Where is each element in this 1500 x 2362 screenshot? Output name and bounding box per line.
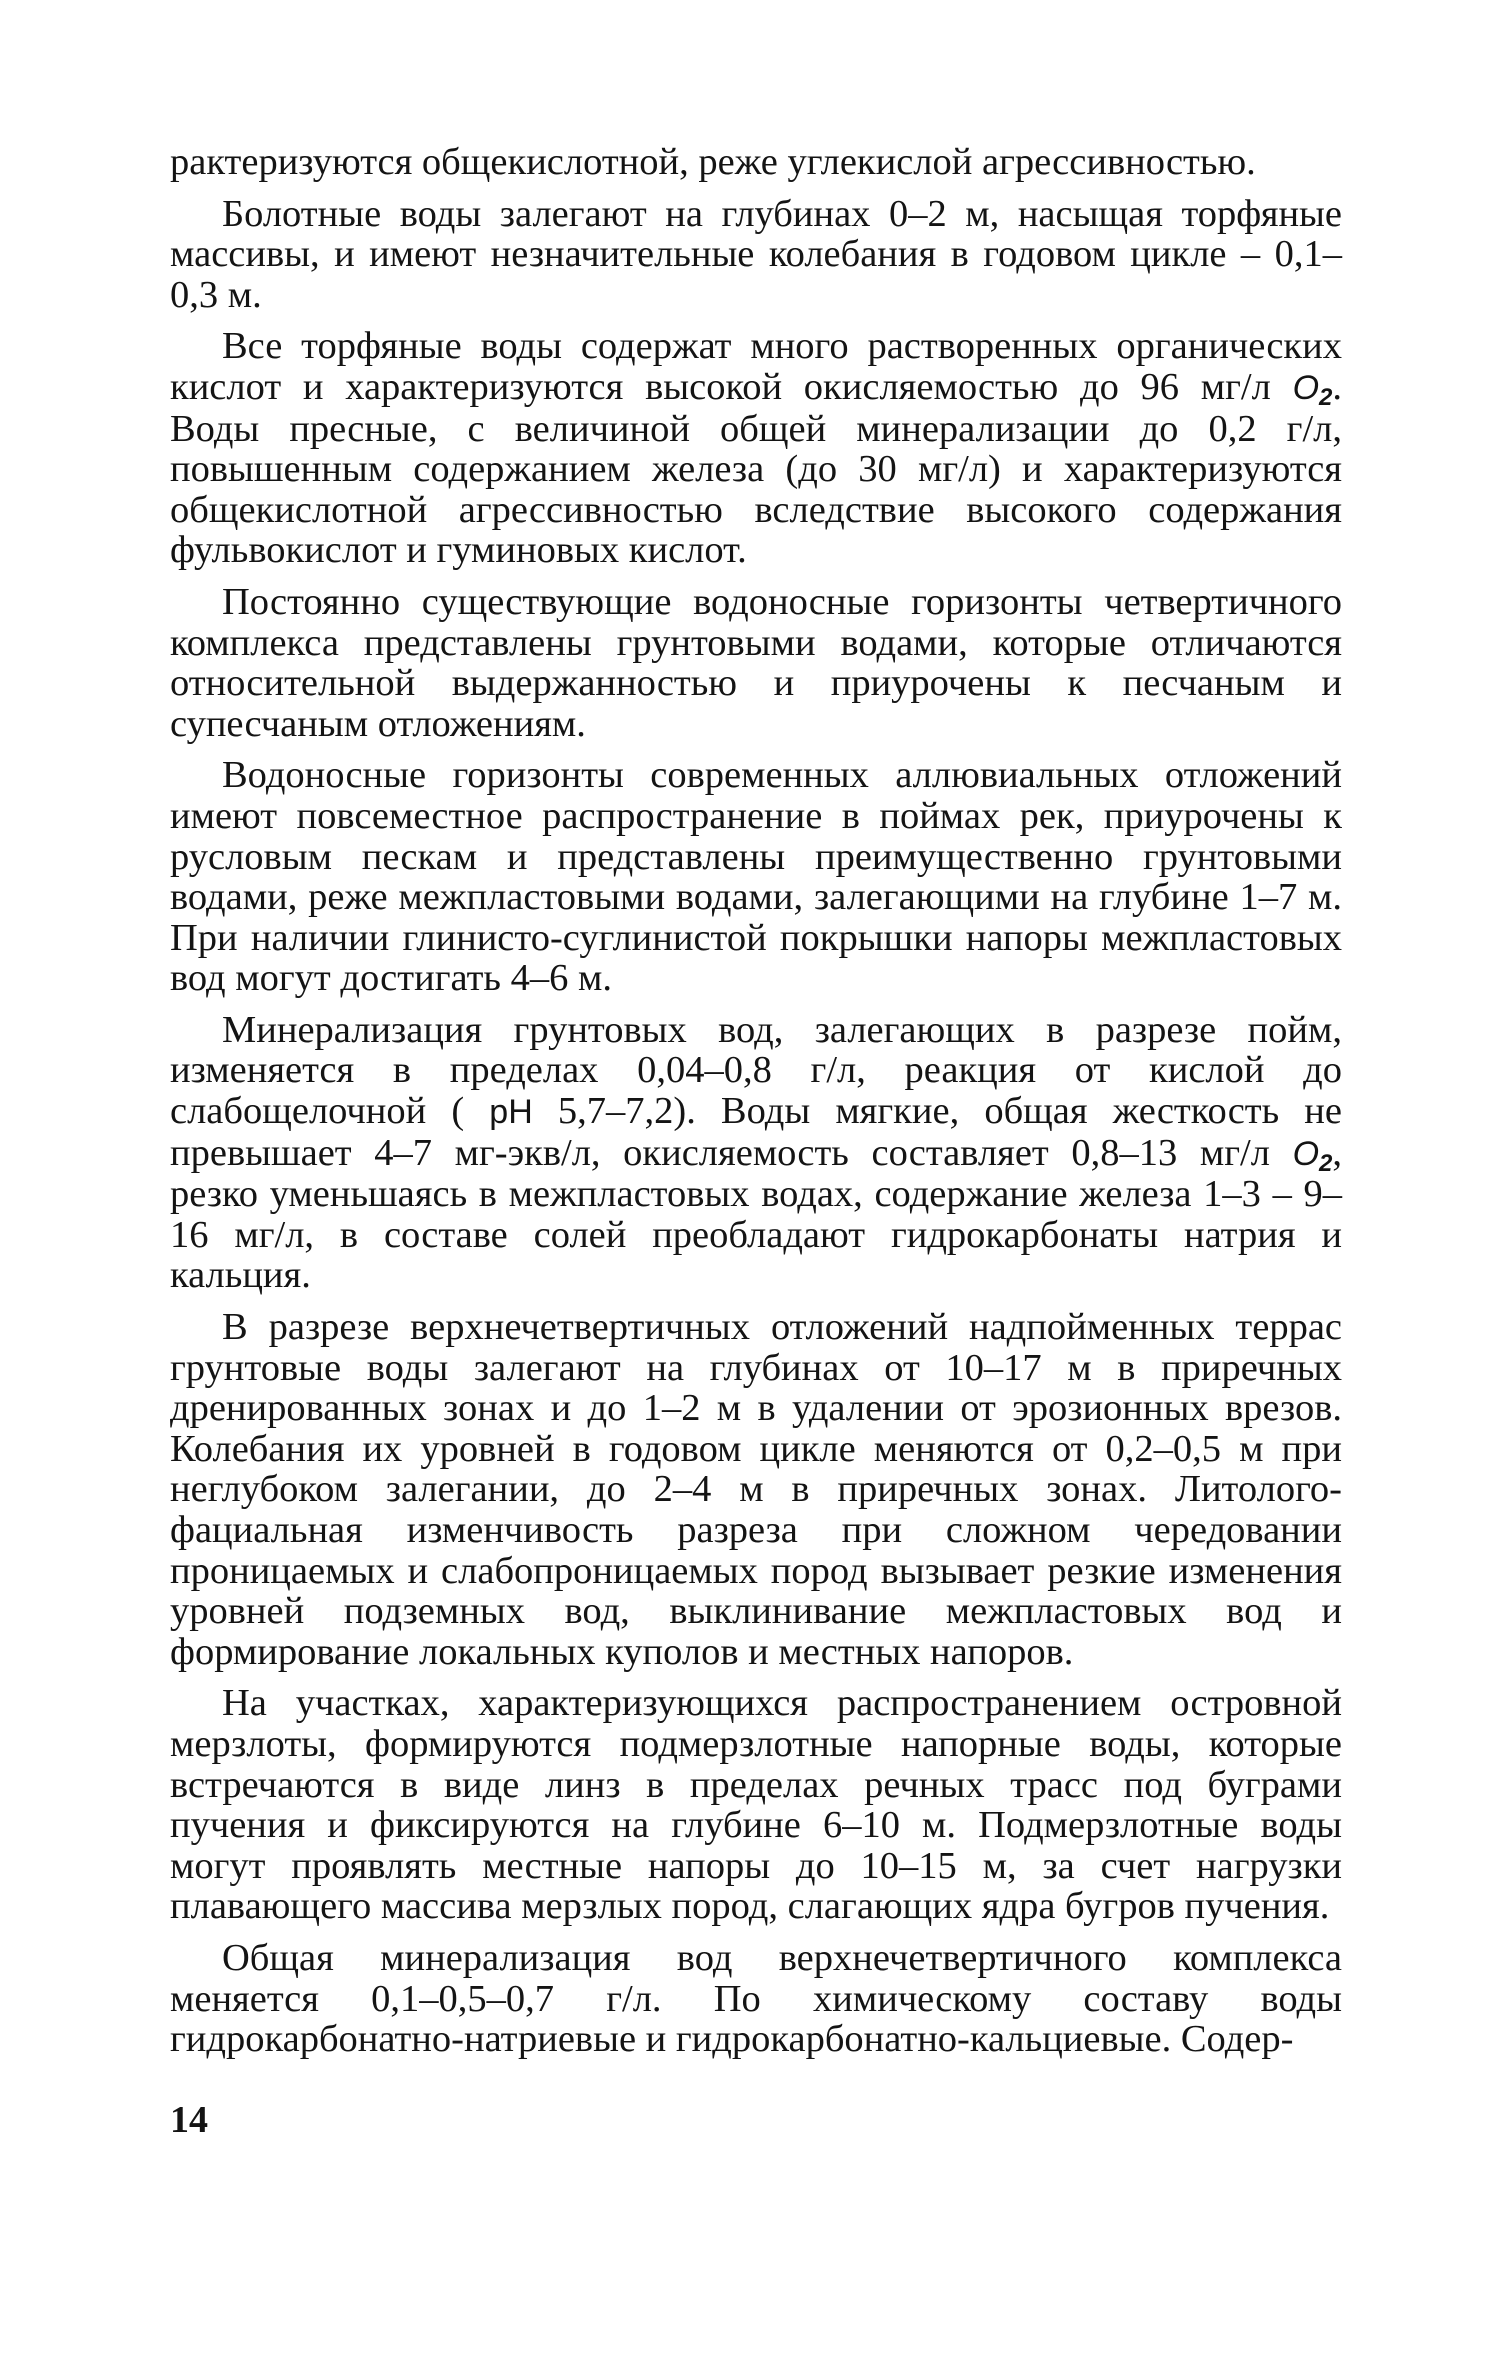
body-text [170, 142, 1342, 2071]
chem-subscript: 2 [1319, 383, 1333, 411]
paragraph-4 [170, 582, 1342, 744]
oxygen-formula [1292, 1134, 1333, 1177]
paragraph-text: . Воды пресные, с величиной общей минерализации до 0,2 г/л, повышенным содержанием железа (до 30 мг/л) и характеризуются общекислотной агрессивностью вследствие высокого содержания фульвокислот и гуминовых кислот. [170, 365, 1342, 572]
paragraph-text: Болотные воды залегают на глубинах 0–2 м, насыщая торфяные массивы, и имеют незначительные колебания в годовом цикле – 0,1–0,3 м. [170, 192, 1342, 316]
paragraph-9 [170, 1938, 1342, 2060]
chem-symbol: O [1292, 1134, 1320, 1173]
paragraph-text: рактеризуются общекислотной, реже углекислой агрессивностью. [170, 141, 1256, 183]
paragraph-2 [170, 194, 1342, 316]
paragraph-1 [170, 142, 1342, 183]
paragraph-text: Все торфяные воды содержат много растворенных органических кислот и характеризуются высокой окисляемостью до 96 мг/л [170, 325, 1342, 408]
chem-subscript: 2 [1319, 1149, 1333, 1177]
paragraph-5 [170, 755, 1342, 999]
paragraph-text: В разрезе верхнечетвертичных отложений надпойменных террас грунтовые воды залегают на глубинах от 10–17 м в приречных дренированных зонах и до 1–2 м в удалении от эрозионных врезов. Колебания их уровней в годовом цикле меняются от 0,2–0,5 м при неглубоком залегании, до 2–4 м в приречных зонах. Литолого-фациальная изменчивость разреза при сложном чередовании проницаемых и слабопроницаемых пород вызывает резкие изменения уровней подземных вод, выклинивание межпластовых вод и формирование локальных куполов и местных напоров. [170, 1306, 1342, 1673]
paragraph-6 [170, 1010, 1342, 1296]
paragraph-text: Постоянно существующие водоносные горизонты четвертичного комплекса представлены грунтовыми водами, которые отличаются относительной выдержанностью и приурочены к песчаным и супесчаным отложениям. [170, 580, 1342, 745]
paragraph-text: На участках, характеризующихся распространением островной мерзлоты, формируются подмерзлотные напорные воды, которые встречаются в виде линз в пределах речных трасс под буграми пучения и фиксируются на глубине 6–10 м. Подмерзлотные воды могут проявлять местные напоры до 10–15 м, за счет нагрузки плавающего массива мерзлых пород, слагающих ядра бугров пучения. [170, 1682, 1342, 1928]
paragraph-3 [170, 326, 1342, 571]
paragraph-text: Водоносные горизонты современных аллювиальных отложений имеют повсеместное распространение в поймах рек, приурочены к русловым пескам и представлены преимущественно грунтовыми водами, реже межпластовыми водами, залегающими на глубине 1–7 м. При наличии глинисто-суглинистой покрышки напоры межпластовых вод могут достигать 4–6 м. [170, 754, 1342, 1000]
paragraph-text: , резко уменьшаясь в межпластовых водах, содержание железа 1–3 – 9–16 мг/л, в составе солей преобладают гидрокарбонаты натрия и кальция. [170, 1131, 1342, 1297]
paragraph-text: Общая минерализация вод верхнечетвертичного комплекса меняется 0,1–0,5–0,7 г/л. По химическому составу воды гидрокарбонатно-натриевые и гидрокарбонатно-кальциевые. Содер- [170, 1936, 1342, 2061]
ph-label: pH [489, 1093, 533, 1132]
paragraph-7 [170, 1307, 1342, 1672]
oxygen-formula [1292, 368, 1333, 411]
chem-symbol: O [1292, 368, 1320, 407]
paragraph-8 [170, 1683, 1342, 1927]
paragraph-text: Минерализация грунтовых вод, залегающих в разрезе пойм, изменяется в пределах 0,04–0,8 г/л, реакция от кислой до слабощелочной ( [170, 1008, 1342, 1133]
paragraph-text: 5,7–7,2). Воды мягкие, общая жесткость не превышает 4–7 мг-экв/л, окисляемость составляет 0,8–13 мг/л [170, 1090, 1342, 1174]
page-number: 14 [170, 2099, 208, 2141]
